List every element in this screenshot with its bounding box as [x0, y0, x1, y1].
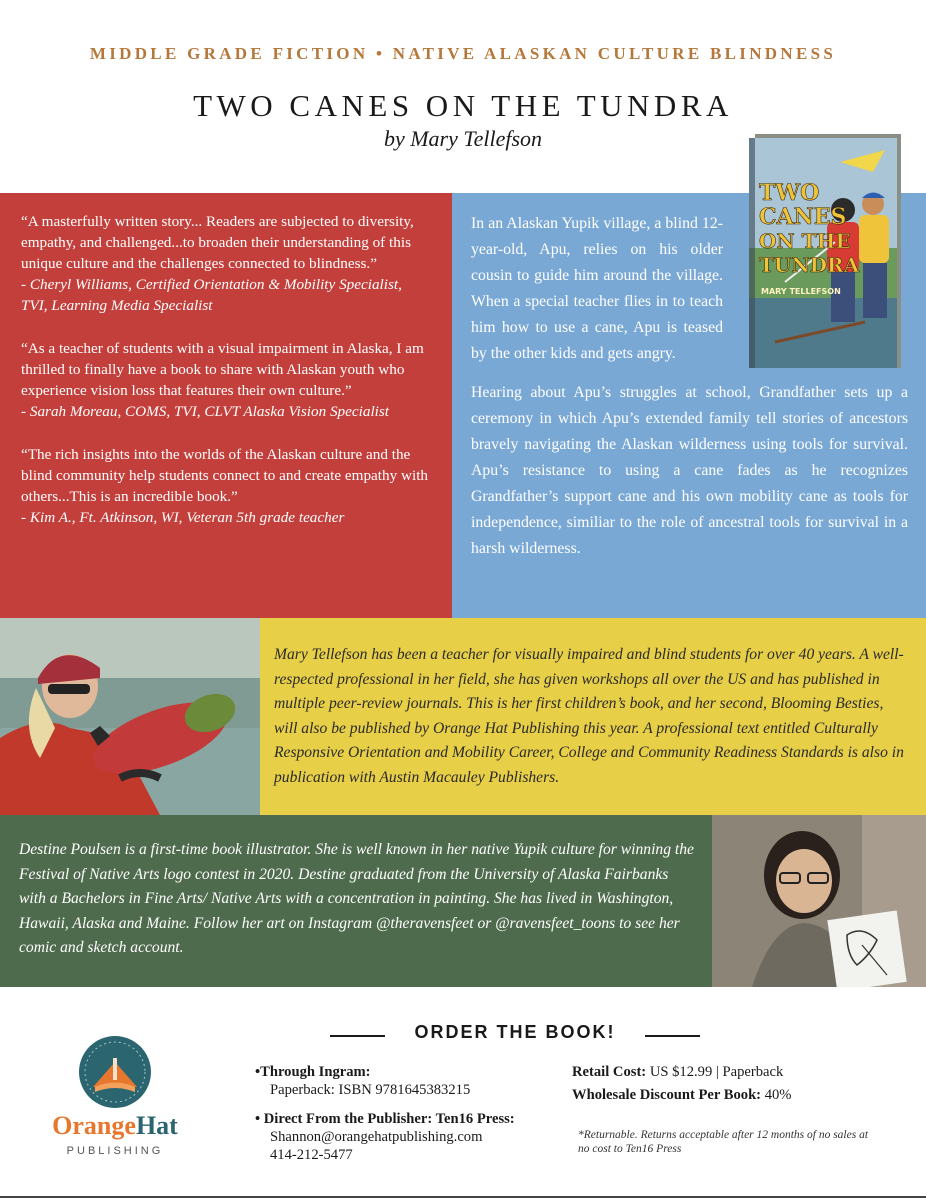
synopsis-paragraph: Hearing about Apu’s struggles at school, Grandfather sets up a ceremony in which Apu’s extended family tell stories of ancestors bravely navigating the Alaskan wilderness using tools for survival. Apu’s resistance to using a cane fades as he recognizes Grandfather’s support cane and his own mobility cane as tools for independence, similiar to the role of ancestral tools for survival in a harsh wilderness.: [471, 384, 908, 557]
testimonials-panel: [0, 193, 452, 618]
ingram-label-text: •Through Ingram:: [255, 1064, 371, 1080]
bottom-divider: [0, 1196, 926, 1198]
publisher-phone: 414-212-5477: [270, 1147, 353, 1163]
cover-title-line: ON THE: [759, 229, 851, 253]
direct-label: [255, 1110, 515, 1128]
illustrator-bio-text: Destine Poulsen is a first-time book illustrator. She is well known in her native Yupik culture for winning the Festival of Native Arts logo contest in 2020. Destine graduated from the University of Alaska Fairbanks with a Bachelors in Fine Arts/ Native Arts with a concentration in painting. She has lived in Washington, Hawaii, Alaska and Maine. Follow her art on Instagram @theravensfeet or @ravensfeet_toons to see her comic and sketch account.: [19, 841, 694, 956]
wholesale-discount: [572, 1086, 791, 1104]
testimonial-text: “As a teacher of students with a visual impairment in Alaska, I am thrilled to finally have a book to share with Alaskan youth who experience vision loss that features their own culture.”: [21, 340, 424, 399]
logo-word-hat: Hat: [135, 1111, 178, 1140]
logo-tagline: PUBLISHING: [66, 1145, 164, 1157]
ingram-label: [255, 1063, 371, 1081]
book-cover-image: [745, 132, 903, 370]
author-bio-text: Mary Tellefson has been a teacher for visually impaired and blind students for over 40 years. A well-respected professional in her field, she has given workshops all over the US and has published in multiple peer-review journals. This is her first children’s book, and her second, Blooming Besties, will also be published by Orange Hat Publishing this year. A professional text entitled Culturally Responsive Orientation and Mobility Career, College and Community Readiness Standards is also in publication with Austin Macauley Publishers.: [274, 646, 904, 786]
direct-label-text: • Direct From the Publisher: Ten16 Press:: [255, 1111, 515, 1127]
wholesale-label: Wholesale Discount Per Book:: [572, 1087, 762, 1103]
cover-author: MARY TELLEFSON: [761, 287, 841, 296]
testimonial: [21, 338, 432, 422]
testimonial-attribution: - Cheryl Williams, Certified Orientation & Mobility Specialist, TVI, Learning Media Specialist: [21, 276, 402, 314]
retail-value: US $12.99 | Paperback: [646, 1064, 784, 1080]
testimonial-attribution: - Kim A., Ft. Atkinson, WI, Veteran 5th grade teacher: [21, 509, 345, 526]
testimonial-attribution: - Sarah Moreau, COMS, TVI, CLVT Alaska Vision Specialist: [21, 403, 390, 420]
wholesale-value: 40%: [761, 1087, 792, 1103]
book-title: TWO CANES ON THE TUNDRA: [193, 88, 733, 123]
cover-title-line: TUNDRA: [759, 253, 860, 277]
synopsis-paragraph: In an Alaskan Yupik village, a blind 12-year-old, Apu, relies on his older cousin to guide him around the village. When a special teacher flies in to teach him how to use a cane, Apu is teased by the other kids and gets angry.: [471, 215, 723, 362]
retail-label: Retail Cost:: [572, 1064, 647, 1080]
author-byline: by Mary Tellefson: [383, 126, 543, 151]
testimonial-text: “The rich insights into the worlds of the Alaskan culture and the blind community help students connect to and create empathy with others...This is an incredible book.”: [21, 446, 429, 505]
logo-wordmark: [52, 1111, 178, 1140]
author-photo: [0, 618, 260, 815]
testimonial-text: “A masterfully written story... Readers are subjected to diversity, empathy, and challenged...to broaden their understanding of this unique culture and the challenges connected to blindness.”: [21, 213, 414, 272]
cover-title-line: TWO: [759, 180, 820, 206]
publisher-email[interactable]: Shannon@orangehatpublishing.com: [270, 1129, 483, 1145]
testimonial: [21, 211, 432, 316]
orangehat-logo: [35, 1032, 195, 1162]
testimonial: [21, 444, 432, 528]
genre-line: MIDDLE GRADE FICTION • NATIVE ALASKAN CULTURE BLINDNESS: [89, 44, 837, 63]
illustrator-photo: [712, 815, 926, 987]
retail-cost: [572, 1063, 783, 1081]
order-heading: ORDER THE BOOK!: [414, 1022, 616, 1042]
logo-word-orange: Orange: [52, 1111, 136, 1140]
ingram-isbn: Paperback: ISBN 9781645383215: [270, 1082, 471, 1098]
heading-rule-right: [645, 1035, 700, 1037]
returnable-note: *Returnable. Returns acceptable after 12 months of no sales at no cost to Ten16 Press: [578, 1129, 869, 1155]
cover-title-line: CANES: [759, 204, 847, 230]
